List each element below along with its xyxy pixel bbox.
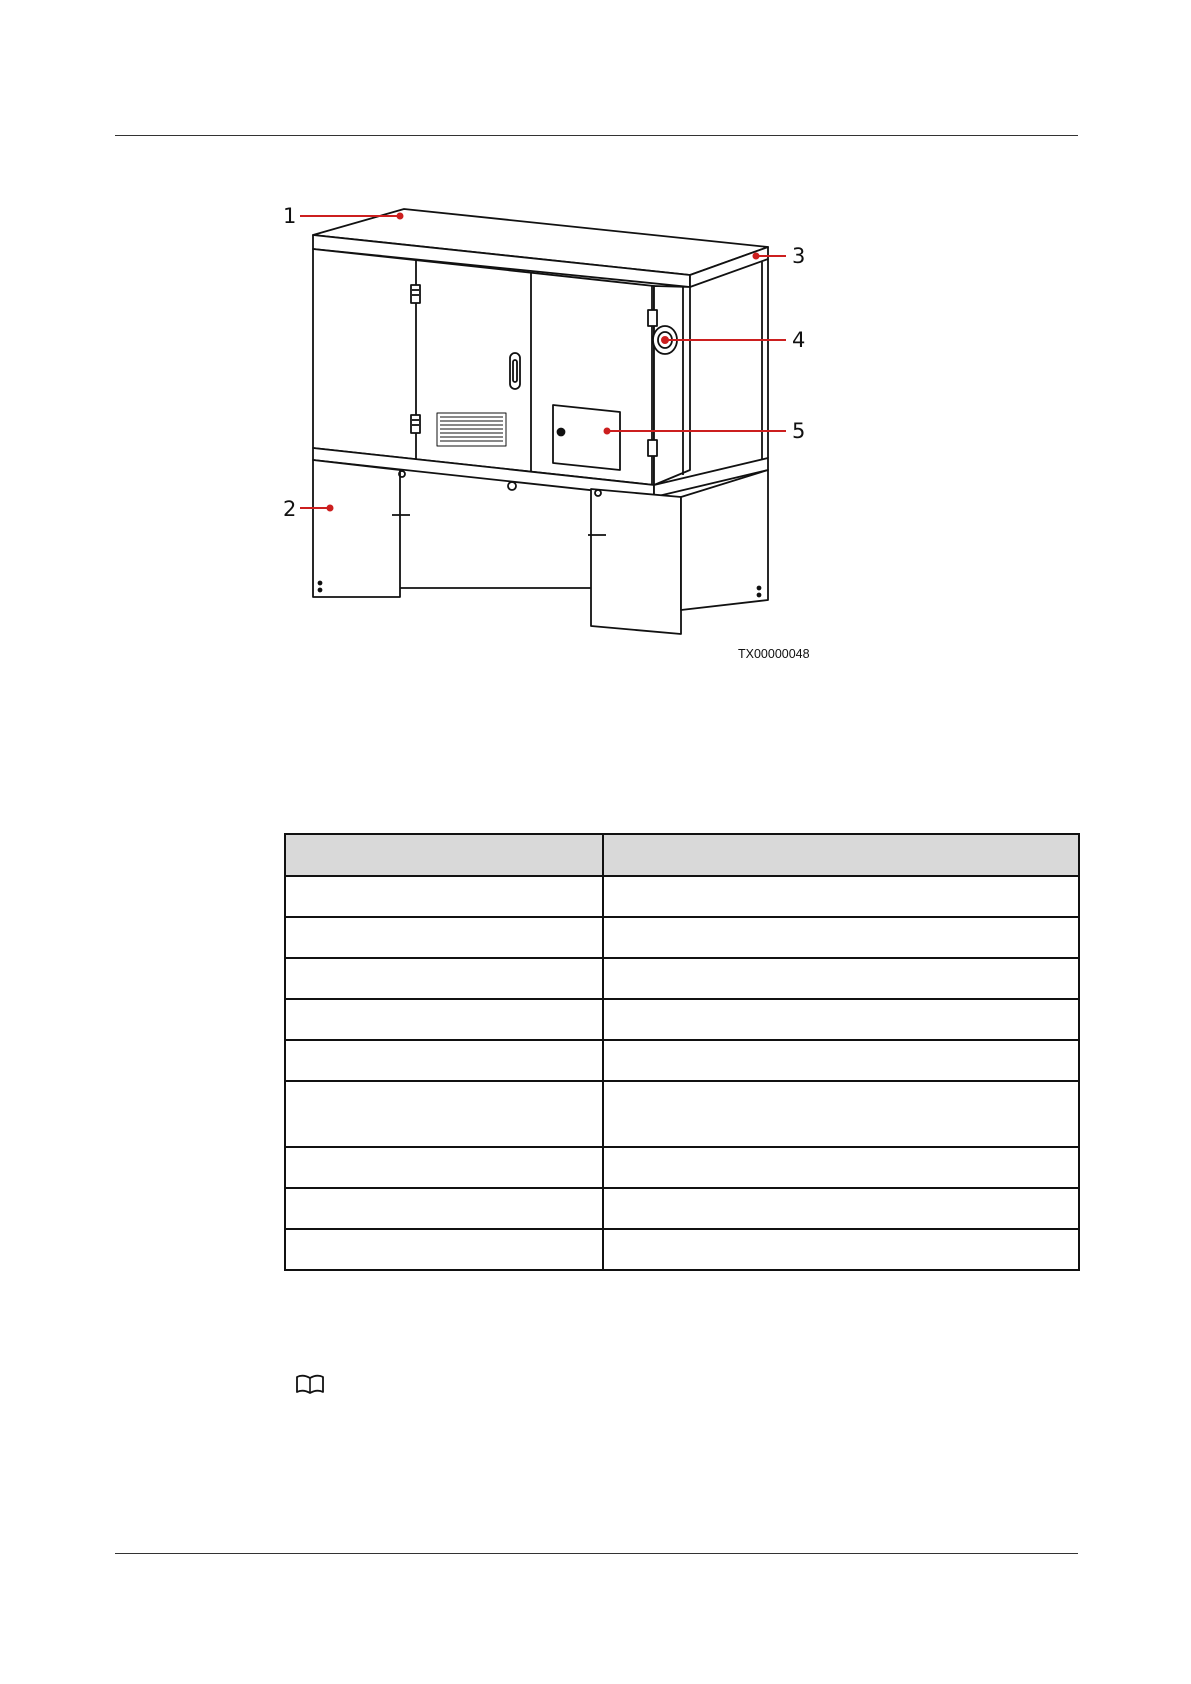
cabinet-body xyxy=(313,249,690,485)
table-cell xyxy=(603,1040,1079,1081)
table-cell xyxy=(603,999,1079,1040)
table-header-cell xyxy=(285,834,603,876)
table-cell xyxy=(603,1188,1079,1229)
table-row xyxy=(285,1081,1079,1147)
figure-id: TX00000048 xyxy=(738,647,810,661)
table-header-cell xyxy=(603,834,1079,876)
table-cell xyxy=(603,917,1079,958)
access-panel xyxy=(553,405,620,470)
table-cell xyxy=(285,1188,603,1229)
table-row xyxy=(285,1040,1079,1081)
table-cell xyxy=(285,876,603,917)
table-cell xyxy=(603,1147,1079,1188)
vent-grille xyxy=(437,413,506,446)
footer-rule xyxy=(115,1553,1078,1554)
table-cell xyxy=(285,1229,603,1270)
table-row xyxy=(285,917,1079,958)
table-row xyxy=(285,958,1079,999)
table-cell xyxy=(603,958,1079,999)
table-cell xyxy=(285,958,603,999)
table-cell xyxy=(285,1081,603,1147)
callout-1: 1 xyxy=(283,204,297,228)
table-cell xyxy=(285,1040,603,1081)
callout-4: 4 xyxy=(792,328,806,352)
table-cell xyxy=(603,1229,1079,1270)
spec-table xyxy=(284,833,1080,1271)
table-cell xyxy=(603,1081,1079,1147)
table-row xyxy=(285,1188,1079,1229)
cabinet-figure xyxy=(0,0,1191,700)
callout-5: 5 xyxy=(792,419,806,443)
table-row xyxy=(285,1147,1079,1188)
table-header-row xyxy=(285,834,1079,876)
table-cell xyxy=(285,1147,603,1188)
table-row xyxy=(285,999,1079,1040)
table-row xyxy=(285,1229,1079,1270)
table-cell xyxy=(285,999,603,1040)
table-row xyxy=(285,876,1079,917)
callout-2: 2 xyxy=(283,497,297,521)
book-icon xyxy=(295,1374,325,1394)
callout-3: 3 xyxy=(792,244,806,268)
table-cell xyxy=(285,917,603,958)
table-cell xyxy=(603,876,1079,917)
